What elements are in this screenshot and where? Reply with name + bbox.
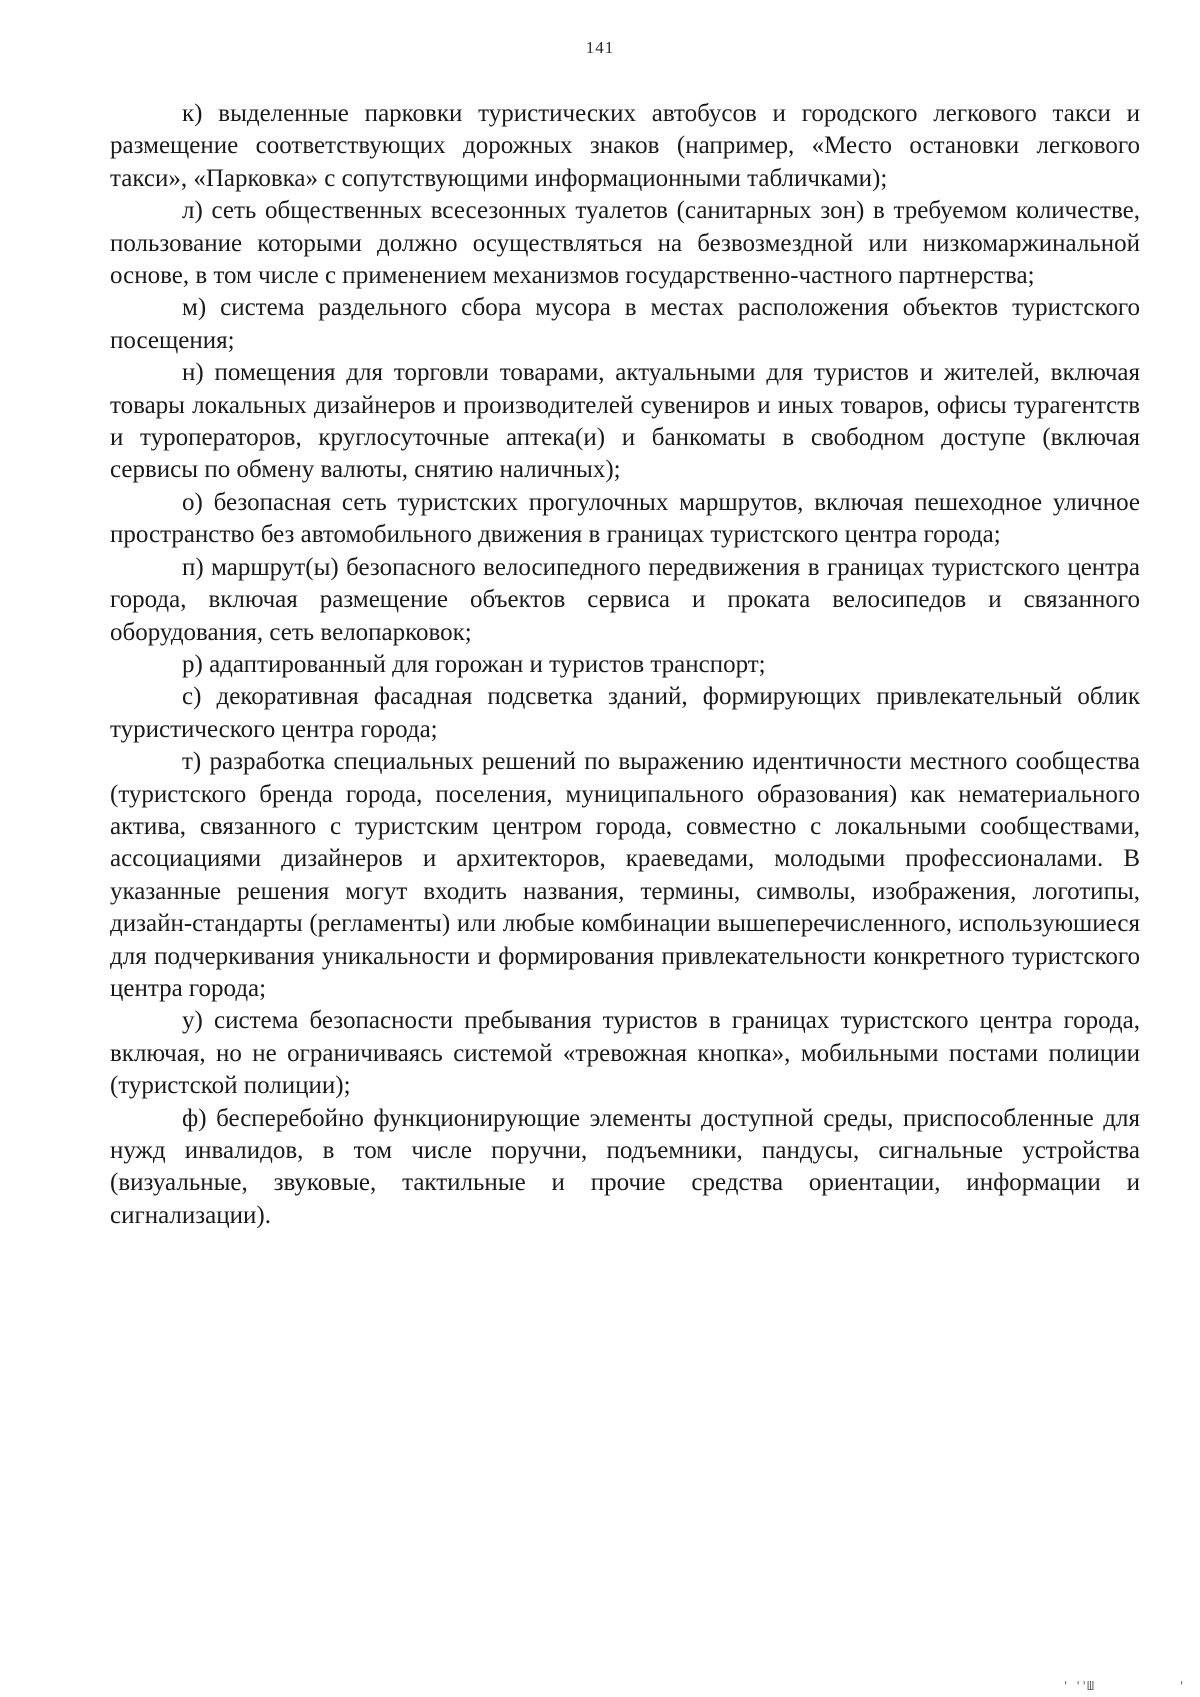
- list-item-t: т) разработка специальных решений по выражению идентичности местного сообщества (туристского бренда города, поселения, муниципального образования) как нематериального актива, связанного с туристским центром города, совместно с локальными сообществами, ассоциациями дизайнеров и архитекторов, краеведами, молодыми профессионалами. В указанные решения могут входить названия, термины, символы, изображения, логотипы, дизайн-стандарты (регламенты) или любые комбинации вышеперечисленного, используюшиеся для подчеркивания уникальности и формирования привлекательности конкретного туристского центра города;: [110, 748, 1140, 1002]
- list-item-f: ф) бесперебойно функционирующие элементы доступной среды, приспособленные для нужд инвалидов, в том числе поручни, подъемники, пандусы, сигнальные устройства (визуальные, звуковые, тактильные и прочие средства ориентации, информации и сигнализации).: [110, 1104, 1140, 1229]
- list-item-u: у) система безопасности пребывания туристов в границах туристского центра города, включая, но не ограничиваясь системой «тревожная кнопка», мобильными постами полиции (туристской полиции);: [110, 1007, 1140, 1100]
- scan-artifact-mark: ': [1178, 1679, 1185, 1693]
- list-item-l: л) сеть общественных всесезонных туалетов (санитарных зон) в требуемом количестве, пользование которыми должно осуществляться на безвозмездной или низкомаржинальной основе, в том числе с применением механизмов государственно-частного партнерства;: [110, 197, 1140, 290]
- scan-artifact-mark: ' ''Ш: [1062, 1679, 1094, 1693]
- list-item-k: к) выделенные парковки туристических автобусов и городского легкового такси и размещение соответствующих дорожных знаков (например, «Место остановки легкового такси», «Парковка» с сопутствующими информационными табличками);: [110, 100, 1140, 192]
- list-item-s: с) декоративная фасадная подсветка зданий, формирующих привлекательный облик туристического центра города;: [110, 683, 1140, 743]
- list-item-p: п) маршрут(ы) безопасного велосипедного передвижения в границах туристского центра города, включая размещение объектов сервиса и проката велосипедов и связанного оборудования, сеть велопарковок;: [110, 553, 1140, 646]
- list-item-n: н) помещения для торговли товарами, актуальными для туристов и жителей, включая товары локальных дизайнеров и производителей сувениров и иных товаров, офисы турагентств и туроператоров, круглосуточные аптека(и) и банкоматы в свободном доступе (включая сервисы по обмену валюты, снятию наличных);: [110, 359, 1140, 484]
- list-item-m: м) система раздельного сбора мусора в местах расположения объектов туристского посещения;: [110, 294, 1140, 354]
- document-body: [110, 98, 1140, 1232]
- page-number: 141: [585, 38, 615, 57]
- list-item-o: о) безопасная сеть туристских прогулочных маршрутов, включая пешеходное уличное пространство без автомобильного движения в границах туристского центра города;: [110, 488, 1140, 549]
- list-item-r: р) адаптированный для горожан и туристов транспорт;: [182, 650, 766, 678]
